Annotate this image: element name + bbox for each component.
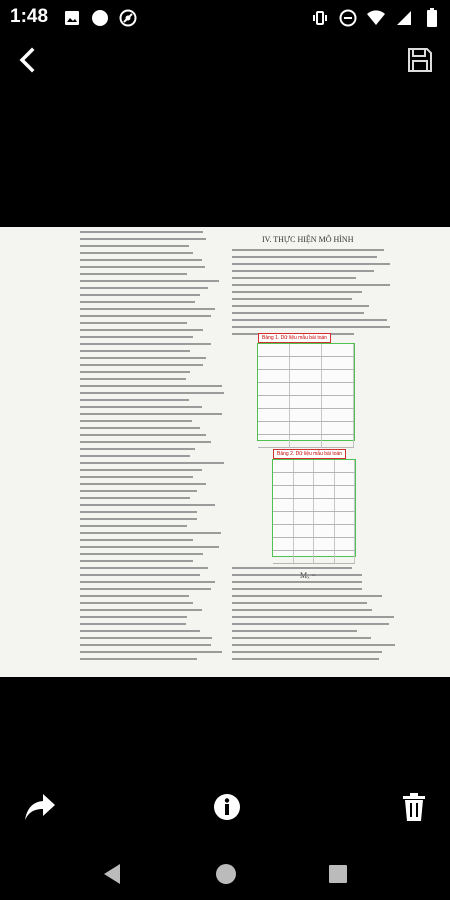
text-line [80,553,203,555]
table-cell [294,473,315,485]
text-line [80,602,193,604]
table-cell [290,344,322,356]
table-row [273,525,355,538]
back-button[interactable] [8,40,48,80]
status-time: 1:48 [10,6,49,27]
text-line [80,658,197,660]
table-cell [314,551,335,563]
table-cell [335,460,356,472]
status-bar [0,0,450,36]
table-cell [258,383,290,395]
text-line [80,350,190,352]
table-cell [290,383,322,395]
text-line [80,504,215,506]
table-row [258,370,354,383]
text-line [80,231,203,233]
table-cell [314,473,335,485]
info-icon [212,792,242,822]
text-line [232,312,364,314]
text-line [80,630,200,632]
table-row [273,486,355,499]
text-line [80,315,211,317]
table-cell [335,499,356,511]
triangle-back-icon [98,859,128,889]
text-line [80,406,202,408]
text-line [232,609,372,611]
text-line [232,574,362,576]
table-row [273,473,355,486]
text-line [80,343,211,345]
text-line [232,644,395,646]
table-cell [322,409,354,421]
text-line [232,256,377,258]
nav-home-button[interactable] [211,859,241,889]
status-right-icons [310,8,442,28]
text-line [232,658,379,660]
text-line [80,378,186,380]
text-line [80,392,224,394]
trash-icon [401,792,427,822]
text-line [80,588,211,590]
table-cell [258,344,290,356]
table-cell [294,486,315,498]
table-row [258,344,354,357]
text-line [80,287,208,289]
table-cell [273,499,294,511]
table-cell [335,512,356,524]
table-row [258,383,354,396]
text-line [232,249,384,251]
table-row [258,357,354,370]
table-cell [273,512,294,524]
text-line [232,270,374,272]
table-cell [273,486,294,498]
text-line [80,238,206,240]
vibrate-icon [310,8,330,28]
text-line [80,511,197,513]
text-line [80,525,187,527]
table-cell [258,409,290,421]
nav-recent-button[interactable] [323,859,353,889]
table-row [258,409,354,422]
text-line [232,651,382,653]
text-line [80,252,193,254]
circle-icon [90,8,110,28]
text-line [232,623,389,625]
image-icon [62,8,82,28]
table-cell [322,357,354,369]
text-line [80,546,219,548]
text-line [80,651,222,653]
delete-button[interactable] [392,785,436,829]
table-cell [290,396,322,408]
chevron-left-icon [14,46,42,74]
table-cell [294,460,315,472]
table-cell [314,460,335,472]
text-line [232,602,367,604]
text-line [80,322,187,324]
table-cell [314,499,335,511]
bottom-action-bar [0,780,450,835]
document-table-1 [257,335,355,441]
table-cell [290,435,322,447]
text-line [80,336,193,338]
text-line [80,644,211,646]
share-button[interactable] [18,785,62,829]
document-table-2 [272,451,356,557]
table-cell [322,383,354,395]
text-line [80,245,189,247]
table-cell [294,512,315,524]
text-line [80,595,189,597]
table-cell [335,473,356,485]
table-cell [290,409,322,421]
text-line [80,469,202,471]
table-cell [290,357,322,369]
text-line [80,301,195,303]
text-line [232,298,352,300]
document-left-column [80,231,225,665]
text-line [232,305,369,307]
text-line [80,280,219,282]
table-cell [258,422,290,434]
table-cell [335,538,356,550]
text-line [80,574,200,576]
text-line [80,273,187,275]
text-line [232,630,357,632]
share-arrow-icon [23,792,57,822]
text-line [80,448,195,450]
text-line [80,413,222,415]
status-left-icons [62,8,138,28]
text-line [80,476,193,478]
text-line [80,497,190,499]
wifi-icon [366,8,386,28]
nav-back-button[interactable] [98,859,128,889]
text-line [80,539,193,541]
text-line [80,308,215,310]
save-button[interactable] [400,40,440,80]
text-line [80,567,208,569]
text-line [80,294,200,296]
table-cell [258,435,290,447]
top-toolbar [0,36,450,86]
table-row [258,435,354,448]
table-cell [258,370,290,382]
text-line [232,581,362,583]
table-cell [273,525,294,537]
text-line [80,434,206,436]
table-cell [294,525,315,537]
text-line [80,462,224,464]
table-row [273,460,355,473]
table-cell [322,435,354,447]
floppy-disk-icon [406,46,434,74]
text-line [80,266,205,268]
text-line [232,588,362,590]
text-line [80,427,200,429]
table-cell [314,538,335,550]
text-line [80,637,212,639]
table-cell [322,422,354,434]
table-cell [294,551,315,563]
table-cell [322,344,354,356]
table-cell [314,486,335,498]
text-line [232,277,356,279]
text-line [80,581,215,583]
text-line [232,595,382,597]
table-cell [314,512,335,524]
no-disturb-icon [118,8,138,28]
text-line [80,420,192,422]
table-cell [335,551,356,563]
table-cell [290,370,322,382]
table-cell [314,525,335,537]
document-right-column-bottom [232,567,397,665]
info-button[interactable] [205,785,249,829]
signal-icon [394,8,414,28]
table-row [273,499,355,512]
text-line [80,623,186,625]
text-line [232,284,390,286]
table-2-caption: Bảng 2. Dữ liệu mẫu bài toán [273,449,346,459]
text-line [80,399,189,401]
text-line [232,326,390,328]
text-line [80,560,193,562]
text-line [80,455,190,457]
table-cell [294,538,315,550]
table-row [273,551,355,564]
table-cell [322,396,354,408]
document-scan[interactable] [0,227,450,677]
square-recent-icon [323,859,353,889]
text-line [80,483,206,485]
battery-icon [422,8,442,28]
document-right-column-top [232,249,397,340]
table-cell [290,422,322,434]
table-cell [294,499,315,511]
text-line [80,490,197,492]
text-line [232,319,387,321]
table-cell [335,525,356,537]
table-row [273,512,355,525]
table-cell [258,396,290,408]
table-1-caption: Bảng 1. Dữ liệu mẫu bài toán [258,333,331,343]
text-line [232,637,371,639]
table-cell [322,370,354,382]
text-line [80,259,202,261]
table-cell [273,460,294,472]
table-cell [273,551,294,563]
text-line [232,263,390,265]
table-cell [258,357,290,369]
table-row [258,396,354,409]
text-line [80,371,190,373]
text-line [80,609,202,611]
text-line [80,518,197,520]
text-line [232,291,362,293]
navigation-bar [0,845,450,900]
do-not-disturb-icon [338,8,358,28]
text-line [80,441,211,443]
text-line [232,616,394,618]
text-line [80,329,203,331]
text-line [232,567,352,569]
text-line [80,357,206,359]
document-heading: IV. THỰC HIỆN MÔ HÌNH [262,235,354,244]
circle-home-icon [211,859,241,889]
table-cell [273,473,294,485]
table-row [258,422,354,435]
text-line [80,364,203,366]
table-cell [273,538,294,550]
text-line [80,616,187,618]
text-line [80,532,221,534]
table-cell [335,486,356,498]
text-line [80,385,222,387]
table-row [273,538,355,551]
